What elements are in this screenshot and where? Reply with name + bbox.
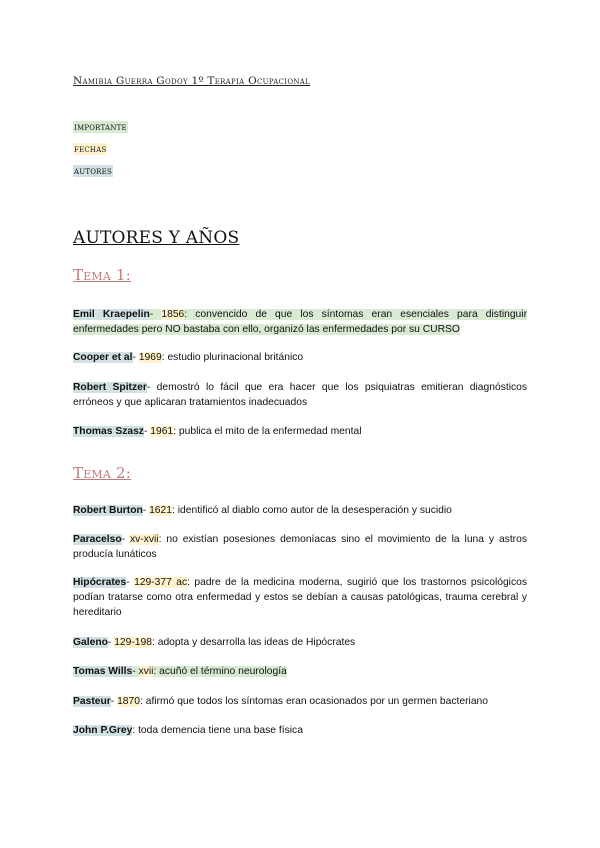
entry-date: 1969 [138, 352, 162, 363]
entry-author: Galeno [73, 637, 108, 648]
entry-text: : afirmó que todos los síntomas eran ocasionados por un germen bacteriano [140, 696, 489, 707]
entry-author: Paracelso [73, 534, 122, 545]
entry-hipocrates: Hipócrates- 129-377 ac: padre de la medicina moderna, sugirió que los trastornos psicológicos podían tratarse como otra enfermedad y estos se debían a causas patológicas, trauma cerebral y hereditario [73, 577, 527, 618]
color-legend [73, 119, 128, 185]
entry-date: xvii [138, 666, 154, 677]
legend-important: importante [74, 121, 127, 133]
entry-text: : adopta y desarrolla las ideas de Hipócrates [152, 637, 356, 648]
entry-text: : estudio plurinacional británico [161, 352, 304, 363]
entry-date: 129-198 [114, 637, 152, 648]
entry-text: : identificó al diablo como autor de la desesperación y sucidio [172, 505, 452, 516]
entry-author: Hipócrates [73, 577, 127, 588]
entry-date: 1856 [161, 309, 185, 320]
entry-burton: Robert Burton- 1621: identificó al diablo como autor de la desesperación y sucidio [73, 505, 452, 516]
entry-grey: John P.Grey: toda demencia tiene una base física [73, 725, 303, 736]
entry-text: : padre de la medicina moderna, sugirió que los trastornos psicológicos podían tratarse como otra enfermedad y estos se debían a causas patológicas, trauma cerebral y hereditario [73, 577, 527, 618]
entry-galeno: Galeno- 129-198: adopta y desarrolla las ideas de Hipócrates [73, 637, 356, 648]
entry-text: demostró lo fácil que era hacer que los psiquiatras emitieran diagnósticos erróneos y que aplicaran tratamientos inadecuados [73, 382, 528, 408]
entry-date: 1621 [149, 505, 172, 516]
entry-author: Robert Spitzer [73, 382, 147, 393]
entry-paracelso: Paracelso- xv-xvii: no existían posesiones demoníacas sino el movimiento de la luna y astros producía lunáticos [73, 534, 527, 560]
legend-dates: fechas [74, 143, 107, 155]
tema2-title: Tema 2: [73, 464, 132, 482]
entry-author: Robert Burton [73, 505, 143, 516]
entry-date: 1961 [150, 426, 174, 437]
entry-date: xv-xvii [130, 534, 159, 545]
entry-pasteur: Pasteur- 1870: afirmó que todos los síntomas eran ocasionados por un germen bacteriano [73, 696, 489, 707]
entry-text: toda demencia tiene una base física [138, 725, 303, 736]
document-header: Namibia Guerra Godoy 1º Terapia Ocupacional [73, 75, 311, 87]
entry-kraepelin: Emil Kraepelin- 1856: convencido de que los síntomas eran esenciales para distinguir enfermedades pero NO bastaba con ello, organizó las enfermedades por su CURSO [73, 309, 527, 335]
entry-spitzer: Robert Spitzer- demostró lo fácil que era hacer que los psiquiatras emitieran diagnósticos erróneos y que aplicaran tratamientos inadecuados [73, 382, 528, 408]
entry-date: 129-377 ac [134, 577, 188, 588]
entry-author: John P.Grey [73, 725, 133, 736]
legend-authors: autores [74, 165, 112, 177]
entry-text: : no existían posesiones demoníacas sino el movimiento de la luna y astros producía lunáticos [73, 534, 527, 560]
entry-text: : publica el mito de la enfermedad mental [173, 426, 362, 437]
entry-author: Tomas Wills [73, 666, 133, 677]
tema1-title: Tema 1: [73, 266, 132, 284]
entry-text: : convencido de que los síntomas eran esenciales para distinguir enfermedades pero NO bastaba con ello, organizó las enfermedades por su CURSO [73, 309, 527, 335]
entry-author: Pasteur [73, 696, 111, 707]
entry-wills: Tomas Wills- xvii: acuñó el término neurología [73, 666, 287, 677]
entry-text: : acuñó el término neurología [153, 666, 287, 677]
entry-cooper: Cooper et al- 1969: estudio plurinacional británico [73, 352, 304, 363]
entry-date: 1870 [117, 696, 140, 707]
entry-author: Thomas Szasz [73, 426, 144, 437]
entry-author: Emil Kraepelin [73, 309, 150, 320]
section-title: AUTORES Y AÑOS [73, 228, 240, 248]
entry-author: Cooper et al [73, 352, 133, 363]
entry-szasz: Thomas Szasz- 1961: publica el mito de la enfermedad mental [73, 426, 362, 437]
